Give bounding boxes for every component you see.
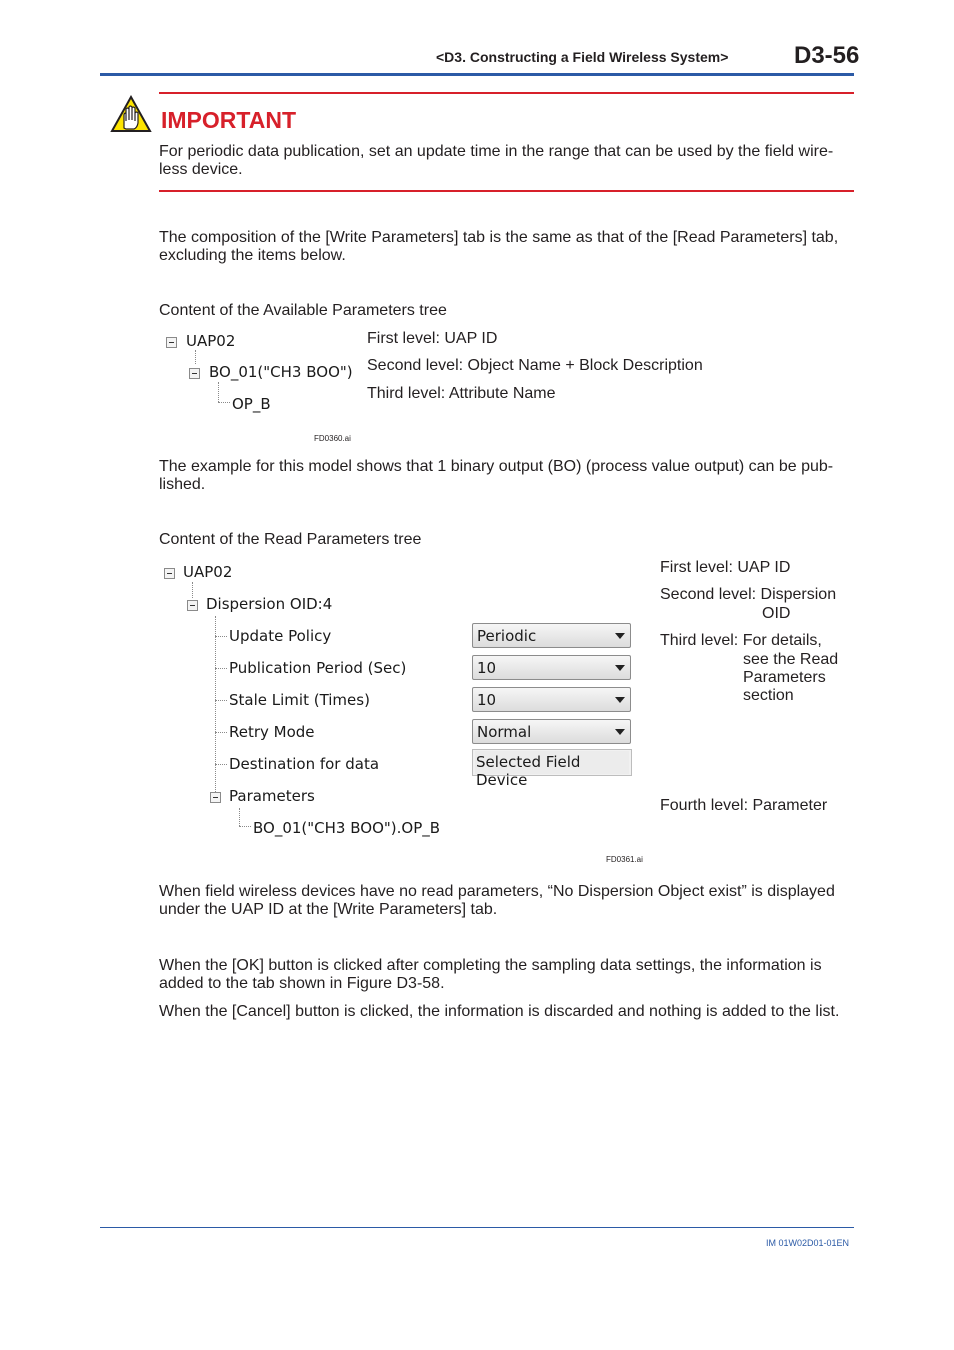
read-label-fourth: Fourth level: Parameter [660,797,828,814]
collapse-icon[interactable] [187,600,198,611]
tree-node-stale-limit[interactable]: Stale Limit (Times) [229,691,370,709]
tree-connector [215,636,227,637]
tree-node-uap[interactable]: UAP02 [183,563,233,581]
tree-connector [215,732,227,733]
tree-node-publication-period[interactable]: Publication Period (Sec) [229,659,407,677]
tree-connector [192,582,193,598]
collapse-icon[interactable] [164,568,175,579]
header-rule [100,73,854,76]
stale-limit-dropdown[interactable] [472,687,631,712]
intro-paragraph: The composition of the [Write Parameters] tab is the same as that of the [Read Parameters] tab, excluding the items below. [159,229,839,264]
tree-node-parameter-item[interactable]: BO_01("CH3 BOO").OP_B [253,819,441,837]
important-text: For periodic data publication, set an update time in the range that can be used by the field wire-less device. [159,143,834,178]
example-paragraph: The example for this model shows that 1 binary output (BO) (process value output) can be pub-lished. [159,458,834,493]
tree-connector [215,764,227,765]
collapse-icon[interactable] [189,368,200,379]
chevron-down-icon [615,729,625,735]
tree-node-parameters[interactable]: Parameters [229,787,315,805]
document-id: IM 01W02D01-01EN [766,1238,850,1248]
read-label-third-cont3: section [743,687,794,704]
tree-node-update-policy[interactable]: Update Policy [229,627,332,645]
figure-id: FD0360.ai [314,434,351,443]
tree-connector [239,808,240,826]
tree-node-object[interactable]: BO_01("CH3 BOO") [209,363,353,381]
chevron-down-icon [615,665,625,671]
figure-id: FD0361.ai [606,855,643,864]
level-label-second: Second level: Object Name + Block Description [367,357,703,374]
tree-connector [215,616,216,794]
tree-node-retry-mode[interactable]: Retry Mode [229,723,315,741]
tree-connector [215,700,227,701]
tree-node-uap[interactable]: UAP02 [186,332,236,350]
chevron-down-icon [615,697,625,703]
stale-limit-value: 10 [477,691,497,709]
read-label-third: Third level: For details, [660,632,822,649]
no-read-params-paragraph: When field wireless devices have no read parameters, “No Dispersion Object exist” is displayed under the UAP ID at the [Write Parameters] tab. [159,883,835,918]
update-policy-value: Periodic [477,627,537,645]
tree-node-dispersion[interactable]: Dispersion OID:4 [206,595,333,613]
ok-button-paragraph: When the [OK] button is clicked after completing the sampling data settings, the information is added to the tab shown in Figure D3-58. [159,957,822,992]
important-title: IMPORTANT [161,107,297,133]
chevron-down-icon [615,633,625,639]
page-number: D3-56 [794,42,860,69]
tree-connector [218,382,219,402]
level-label-first: First level: UAP ID [367,330,498,347]
destination-value: Selected Field Device [476,753,581,789]
read-label-second-cont: OID [762,605,791,622]
tree-node-attribute[interactable]: OP_B [232,395,271,413]
update-policy-dropdown[interactable] [472,623,631,648]
read-label-third-cont1: see the Read [743,651,839,668]
retry-mode-value: Normal [477,723,532,741]
tree-connector [218,402,230,403]
collapse-icon[interactable] [210,792,221,803]
section-title: <D3. Constructing a Field Wireless System> [436,49,729,65]
tree-connector [215,668,227,669]
tree-connector [195,350,196,364]
read-label-first: First level: UAP ID [660,559,791,576]
level-label-third: Third level: Attribute Name [367,385,556,402]
read-label-third-cont2: Parameters [743,669,826,686]
read-label-second: Second level: Dispersion [660,586,837,603]
important-bottom-rule [159,190,854,192]
warning-hand-icon [110,95,152,133]
available-parameters-tree [160,330,360,420]
tree-node-destination[interactable]: Destination for data [229,755,380,773]
cancel-button-paragraph: When the [Cancel] button is clicked, the information is discarded and nothing is added to the list. [159,1003,840,1020]
publication-period-value: 10 [477,659,497,677]
read-tree-heading: Content of the Read Parameters tree [159,531,422,548]
tree-connector [239,826,251,827]
retry-mode-dropdown[interactable] [472,719,631,744]
publication-period-dropdown[interactable] [472,655,631,680]
footer-rule [100,1227,854,1228]
available-tree-heading: Content of the Available Parameters tree [159,302,447,319]
destination-field[interactable] [472,749,632,789]
important-top-rule [159,92,854,94]
collapse-icon[interactable] [166,337,177,348]
